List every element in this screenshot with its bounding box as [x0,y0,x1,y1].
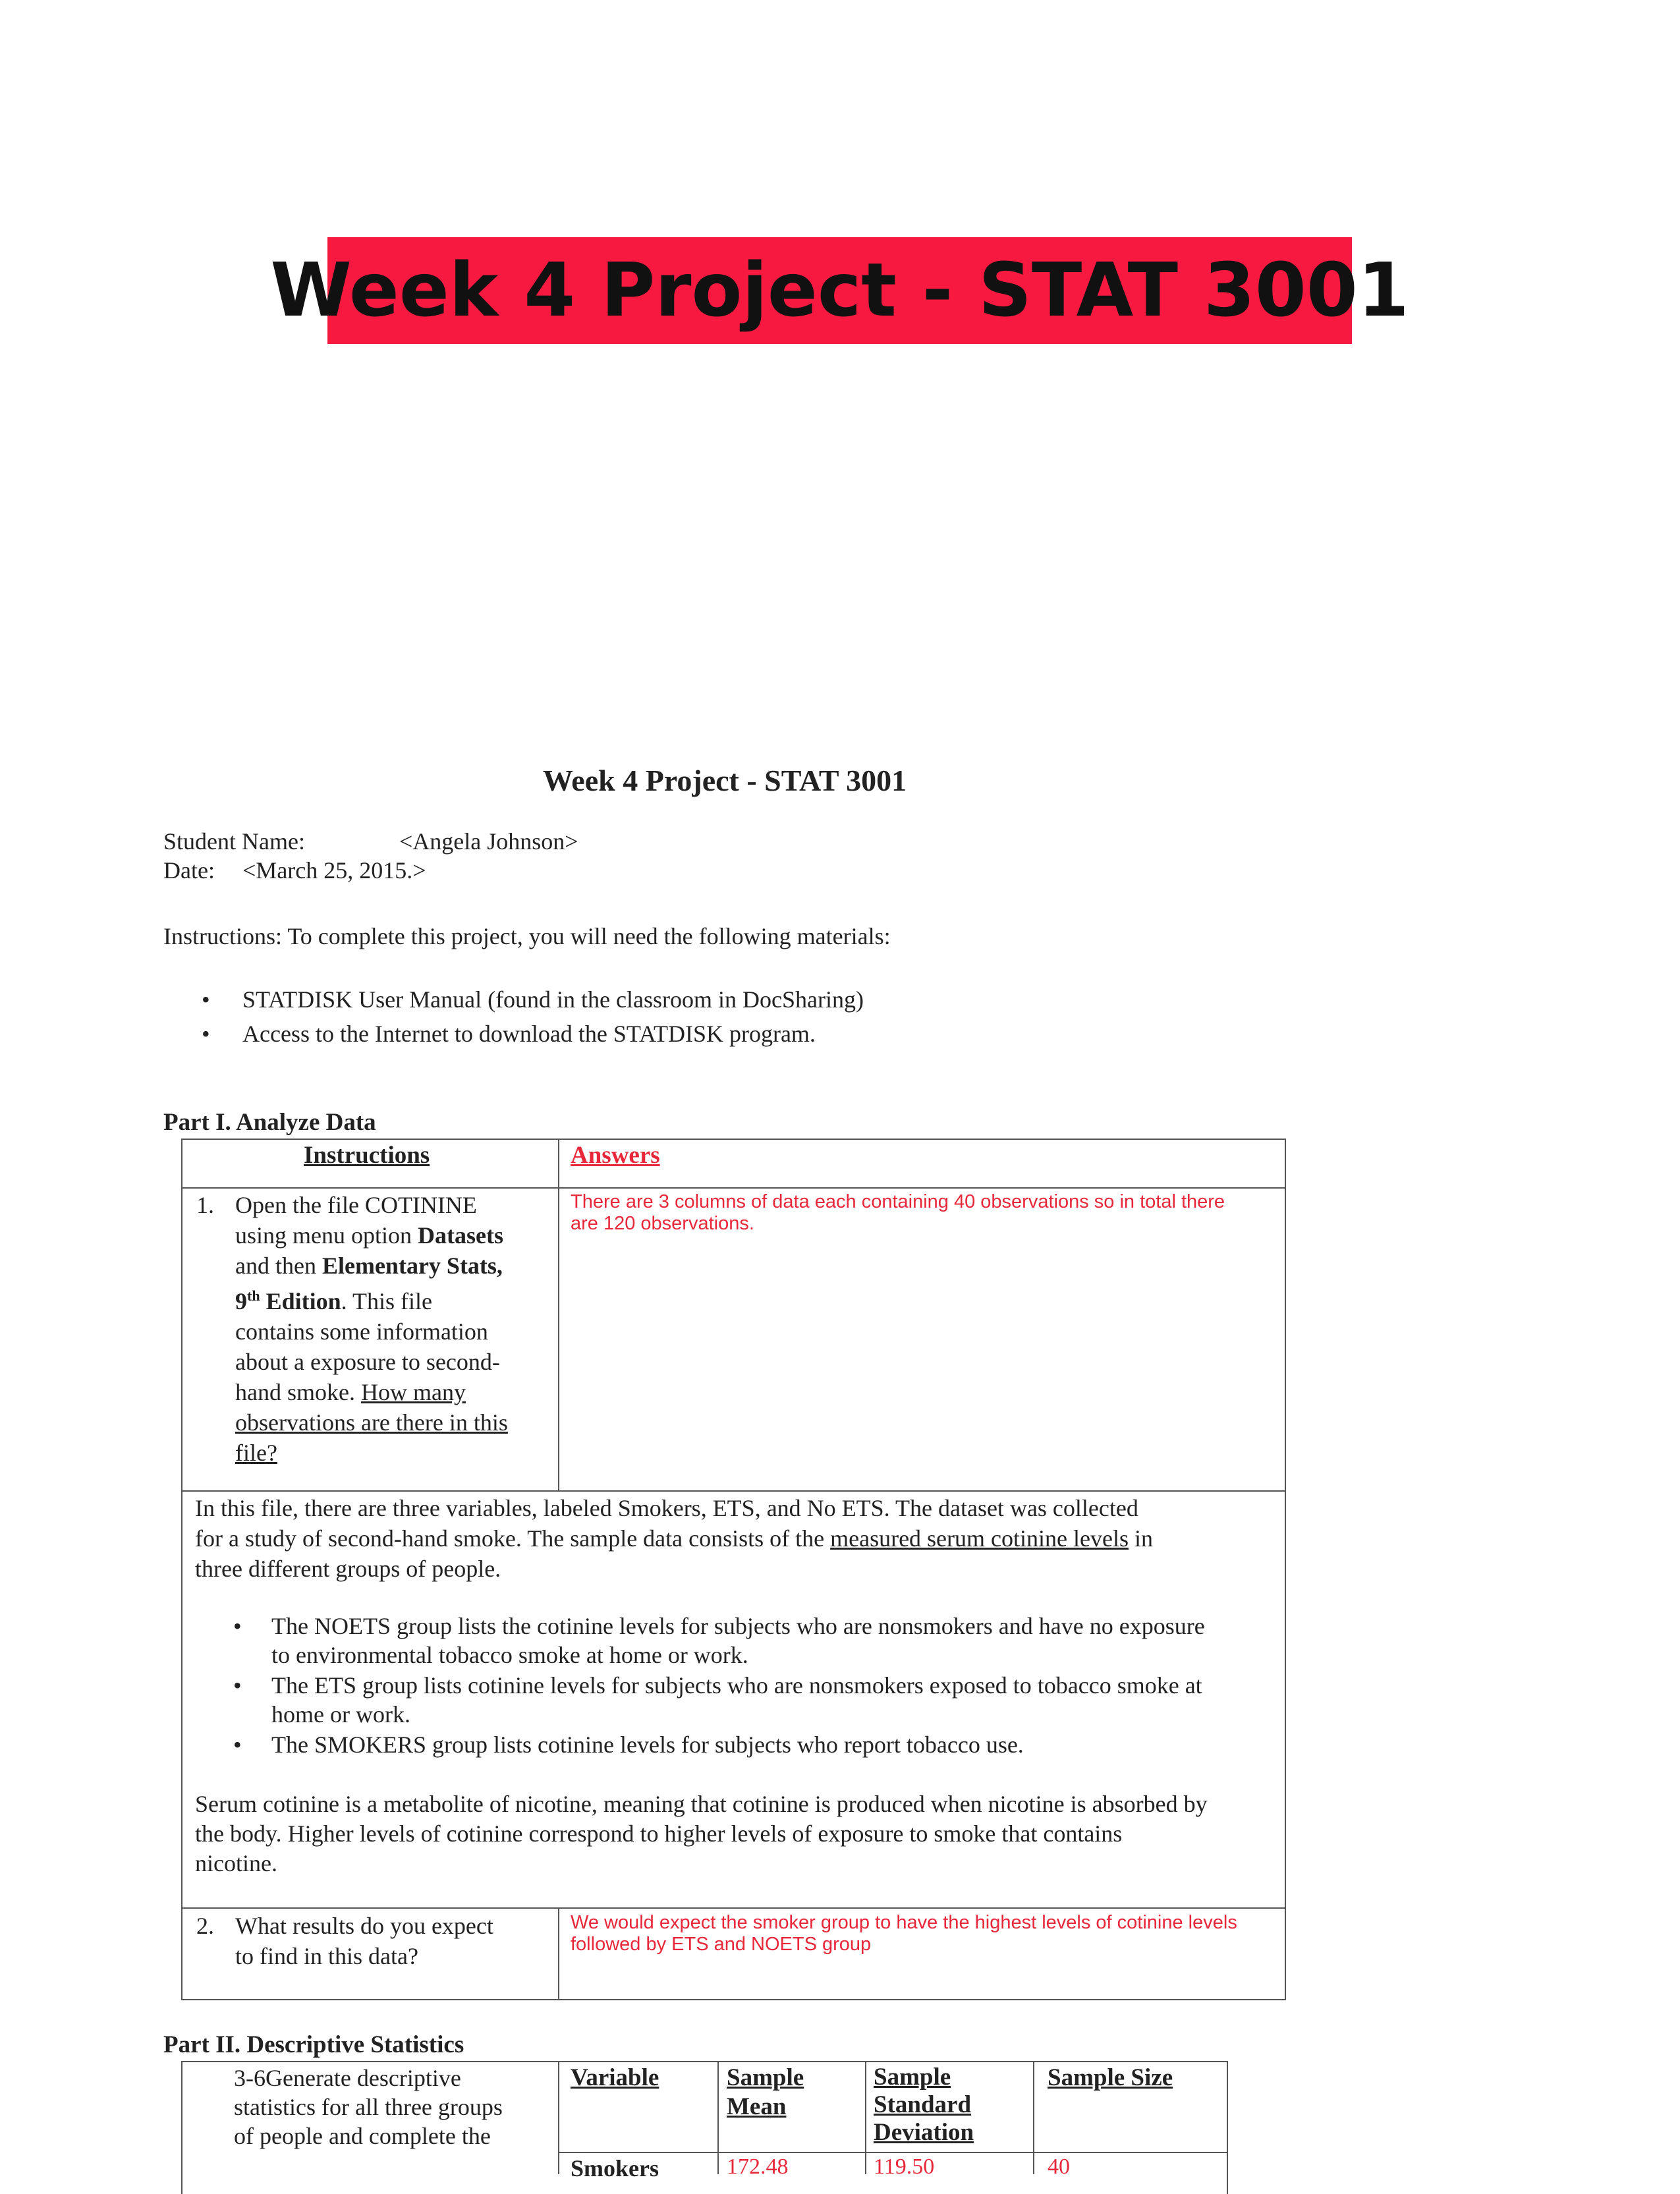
table-divider [1033,2061,1034,2174]
part1-heading: Part I. Analyze Data [163,1109,376,1136]
q2-number: 2. [196,1913,214,1939]
header-answers: Answers [571,1142,660,1169]
row-size: 40 [1048,2154,1070,2179]
materials-item: • Access to the Internet to download the STATDISK program. [163,1017,864,1051]
table-divider [558,2061,559,2174]
group-item: • The SMOKERS group lists cotinine levels for subjects who report tobacco use. [233,1731,1024,1758]
instructions-text: Instructions: To complete this project, you will need the following materials: [163,923,891,949]
header-variable: Variable [571,2064,659,2091]
materials-list [163,982,864,1051]
table-divider [558,1139,559,1490]
banner-title: Week 4 Project - STAT 3001 [270,248,1409,333]
row-variable: Smokers [571,2155,659,2181]
group-item: • The ETS group lists cotinine levels for subjects who are nonsmokers exposed to tobacco smoke at home or work. [233,1672,1202,1728]
title-banner [270,237,1409,344]
group-item: • The NOETS group lists the cotinine levels for subjects who are nonsmokers and have no exposure to environmental tobacco smoke at home or work. [233,1613,1205,1668]
info-paragraph: In this file, there are three variables, labeled Smokers, ETS, and No ETS. The dataset was collected for a study of second-hand smoke. The sample data consists of the measured serum cotinine levels in three different groups of people. [195,1495,1153,1582]
q1-answer: There are 3 columns of data each containing 40 observations so in total there are 120 observations. [571,1191,1225,1234]
part2-heading: Part II. Descriptive Statistics [163,2031,464,2058]
q2-text: What results do you expect to find in this data? [235,1913,493,1969]
row-mean: 172.48 [727,2154,789,2179]
table-divider [181,1907,1285,1909]
student-name-value: <Angela Johnson> [399,828,578,855]
q1-number: 1. [196,1192,214,1218]
table-divider [865,2061,866,2174]
header-sample-mean: Sample Mean [727,2064,804,2120]
q1-text: Open the file COTININE using menu option Datasets and then Elementary Stats, 9th Edition. This file contains some information about a exposure to second- hand smoke. How many observations are there in this file? [235,1192,508,1466]
group-list [195,1612,1205,1759]
table-divider [717,2061,719,2174]
table-divider [181,1490,1285,1492]
document-title: Week 4 Project - STAT 3001 [542,764,907,797]
header-sample-sd: Sample Standard Deviation [874,2064,974,2146]
table-divider [558,2152,1227,2153]
date-label: Date: [163,857,215,884]
date-value: <March 25, 2015.> [242,857,426,884]
q2-answer: We would expect the smoker group to have the highest levels of cotinine levels followed by ETS and NOETS group [571,1912,1237,1955]
student-name-label: Student Name: [163,828,305,855]
cotinine-paragraph: Serum cotinine is a metabolite of nicotine, meaning that cotinine is produced when nicotine is absorbed by the body. Higher levels of cotinine correspond to higher levels of exposure to smoke that contains nicotine. [195,1791,1208,1876]
stats-instructions: 3-6Generate descriptive statistics for all three groups of people and complete the [234,2065,503,2149]
table-divider [181,1187,1285,1189]
table-divider [558,1907,559,1999]
header-sample-size: Sample Size [1048,2064,1173,2091]
row-sd: 119.50 [874,2154,935,2179]
header-instructions: Instructions [304,1142,430,1169]
materials-item: • STATDISK User Manual (found in the classroom in DocSharing) [163,982,864,1017]
